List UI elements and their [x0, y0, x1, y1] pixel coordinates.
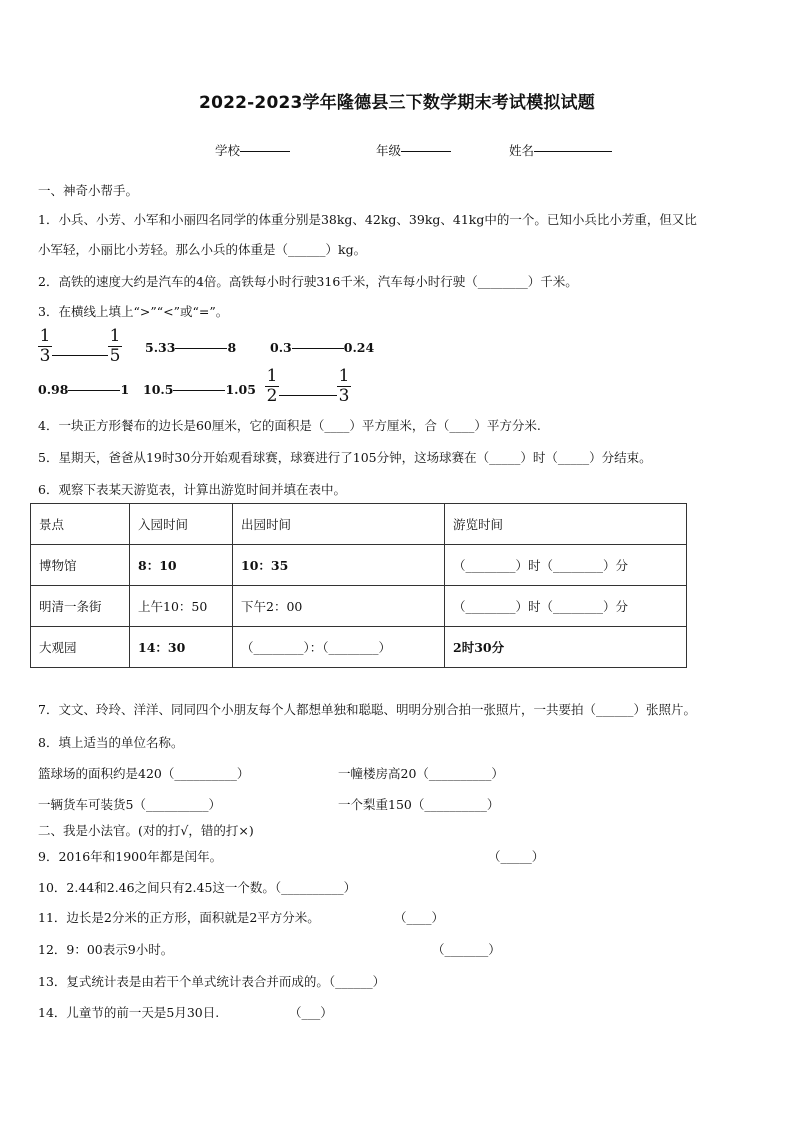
exam-title: 2022-2023学年隆德县三下数学期末考试模拟试题: [199, 93, 595, 113]
question-11: 11．边长是2分米的正方形，面积就是2平方分米。: [38, 910, 320, 925]
question-13: 13．复式统计表是由若干个单式统计表合并而成的。（______）: [38, 974, 386, 989]
q12-answer-blank[interactable]: （_______）: [432, 942, 501, 957]
table-row: [31, 545, 687, 586]
fraction: $\frac{1}{5}$: [109, 326, 121, 366]
header-cell: 入园时间: [130, 504, 233, 545]
header-cell: 景点: [31, 504, 130, 545]
question-2: 2．高铁的速度大约是汽车的4倍。高铁每小时行驶316千米，汽车每小时行驶（________）千米。: [38, 274, 578, 289]
table-cell: 下午2：00: [233, 586, 445, 627]
q3-row2-item3: [265, 368, 351, 405]
grade-label: 年级: [376, 143, 402, 158]
name-field: [509, 141, 612, 159]
answer-cell[interactable]: （________）：（________）: [233, 627, 445, 668]
section1-heading: 一、神奇小帮手。: [38, 183, 139, 198]
question-14: 14．儿童节的前一天是5月30日.: [38, 1005, 220, 1020]
q3-row2-item2: 10.5 1.05: [143, 382, 256, 397]
question-6-stem: 6．观察下表某天游览表，计算出游览时间并填在表中。: [38, 482, 346, 497]
table-cell: 上午10：50: [130, 586, 233, 627]
name-label: 姓名: [509, 143, 535, 158]
fraction: $\frac{1}{3}$: [39, 326, 51, 366]
table-cell: 大观园: [31, 627, 130, 668]
q3-row1-item1: [38, 328, 122, 365]
question-4: 4．一块正方形餐布的边长是60厘米，它的面积是（____）平方厘米，合（____）平方分米.: [38, 418, 541, 433]
table-cell: 14：30: [130, 627, 233, 668]
section2-heading: 二、我是小法官。(对的打√，错的打×): [38, 823, 254, 838]
q3-row1-item2: 5.33 8: [145, 340, 237, 355]
question-3-stem: 3．在横线上填上“>”“<”或“=”。: [38, 304, 229, 319]
compare-blank[interactable]: [52, 355, 108, 356]
compare-blank[interactable]: [68, 390, 120, 391]
table-cell: 2时30分: [445, 627, 687, 668]
school-label: 学校: [215, 143, 241, 158]
compare-blank[interactable]: [173, 390, 225, 391]
header-cell: 出园时间: [233, 504, 445, 545]
question-9: 9．2016年和1900年都是闰年。: [38, 849, 223, 864]
fraction: $\frac{1}{3}$: [338, 366, 350, 406]
q8-item-c: 一辆货车可装货5（__________）: [38, 797, 221, 812]
question-12: 12．9：00表示9小时。: [38, 942, 174, 957]
table-cell: 博物馆: [31, 545, 130, 586]
school-field: [215, 141, 290, 159]
compare-blank[interactable]: [292, 348, 344, 349]
q3-row2-item1: 0.98 1: [38, 382, 130, 397]
question-8-stem: 8．填上适当的单位名称。: [38, 735, 184, 750]
q14-answer-blank[interactable]: （___）: [289, 1005, 333, 1020]
grade-field: [376, 141, 451, 159]
fraction: $\frac{1}{2}$: [266, 366, 278, 406]
q8-item-d: 一个梨重150（__________）: [338, 797, 500, 812]
question-1-line1: 1．小兵、小芳、小军和小丽四名同学的体重分别是38kg、42kg、39kg、41kg中的一个。已知小兵比小芳重，但又比: [38, 212, 697, 227]
answer-cell[interactable]: （________）时（________）分: [445, 545, 687, 586]
q8-item-b: 一幢楼房高20（__________）: [338, 766, 504, 781]
compare-blank[interactable]: [175, 348, 227, 349]
q11-answer-blank[interactable]: （____）: [394, 910, 445, 925]
q3-row1-item3: 0.3 0.24: [270, 340, 375, 355]
question-7: 7．文文、玲玲、洋洋、同同四个小朋友每个人都想单独和聪聪、明明分别合拍一张照片，一共要拍（______）张照片。: [38, 702, 696, 717]
header-cell: 游览时间: [445, 504, 687, 545]
school-blank[interactable]: [240, 151, 290, 152]
tour-table: [30, 503, 687, 668]
question-5: 5．星期天，爸爸从19时30分开始观看球赛，球赛进行了105分钟，这场球赛在（_____）时（_____）分结束。: [38, 450, 652, 465]
question-10: 10．2.44和2.46之间只有2.45这一个数。（__________）: [38, 880, 357, 895]
table-cell: 明清一条街: [31, 586, 130, 627]
q8-item-a: 篮球场的面积约是420（__________）: [38, 766, 250, 781]
table-row: [31, 627, 687, 668]
table-row: [31, 586, 687, 627]
answer-cell[interactable]: （________）时（________）分: [445, 586, 687, 627]
grade-blank[interactable]: [401, 151, 451, 152]
compare-blank[interactable]: [279, 395, 337, 396]
q9-answer-blank[interactable]: （_____）: [488, 849, 545, 864]
table-cell: 10：35: [233, 545, 445, 586]
question-1-line2: 小军轻，小丽比小芳轻。那么小兵的体重是（______）kg。: [38, 242, 367, 257]
name-blank[interactable]: [534, 151, 612, 152]
table-cell: 8：10: [130, 545, 233, 586]
table-header-row: [31, 504, 687, 545]
